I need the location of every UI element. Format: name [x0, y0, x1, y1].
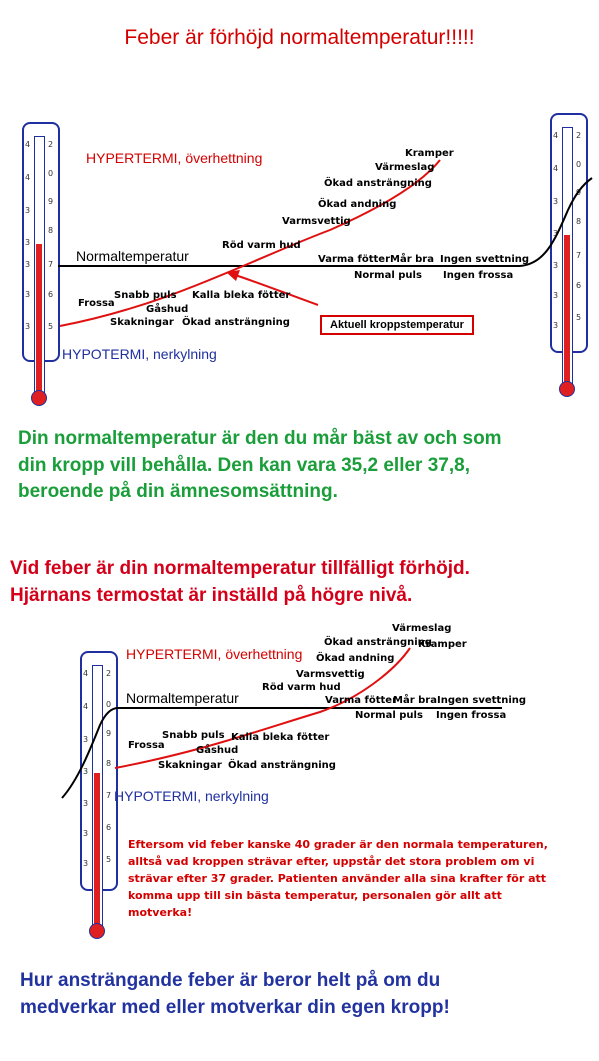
label-normal-puls: Normal puls [355, 710, 423, 721]
tick-label: 4 [83, 669, 89, 678]
paragraph-line: Din normaltemperatur är den du mår bäst av och som [18, 428, 502, 449]
label-ingen-svettning: Ingen svettning [440, 254, 530, 265]
tick-label: 9 [576, 188, 582, 197]
note-line: motverka! [128, 906, 193, 920]
label-kramper: Kramper [405, 148, 454, 159]
label-varmeslag: Värmeslag [375, 162, 435, 173]
label-okad-anstrangning-bottom: Ökad ansträngning [228, 760, 336, 771]
hypotermi-label: HYPOTERMI, nerkylning [62, 346, 217, 362]
tick-label: 0 [48, 169, 54, 178]
tick-label: 3 [25, 290, 31, 299]
label-rod-varm-hud: Röd varm hud [222, 240, 301, 251]
label-normal-puls: Normal puls [354, 270, 422, 281]
label-snabb-puls: Snabb puls [162, 730, 225, 741]
tick-label: 7 [48, 260, 54, 269]
hypertermi-label: HYPERTERMI, överhettning [86, 150, 263, 166]
tick-label: 4 [553, 131, 559, 140]
left-rising-curve [62, 708, 118, 798]
label-okad-andning: Ökad andning [316, 653, 395, 664]
label-varmeslag: Värmeslag [392, 623, 452, 634]
label-gashud: Gåshud [146, 304, 189, 315]
label-ingen-frossa: Ingen frossa [436, 710, 507, 721]
tick-label: 0 [106, 700, 112, 709]
label-okad-andning: Ökad andning [318, 199, 397, 210]
tick-label: 3 [25, 260, 31, 269]
tick-label: 3 [553, 321, 559, 330]
tick-label: 6 [106, 823, 112, 832]
normaltemperatur-label: Normaltemperatur [76, 248, 189, 264]
tick-label: 3 [83, 859, 89, 868]
note-line: strävar efter 37 grader. Patienten använder alla sina krafter för att [128, 872, 547, 886]
tick-label: 4 [25, 173, 31, 182]
tick-label: 2 [48, 140, 54, 149]
label-skakningar: Skakningar [158, 760, 222, 771]
tick-label: 8 [106, 759, 112, 768]
note-line: alltså vad kroppen strävar efter, uppstår det stora problem om vi [128, 855, 535, 869]
fever-explanation-note [128, 836, 548, 921]
tick-label: 3 [83, 829, 89, 838]
tick-label: 4 [553, 164, 559, 173]
tick-label: 3 [25, 238, 31, 247]
label-kalla-bleka-fotter: Kalla bleka fötter [192, 290, 291, 301]
normaltemperatur-label: Normaltemperatur [126, 690, 239, 706]
tick-label: 9 [106, 729, 112, 738]
label-okad-anstrangning-top: Ökad ansträngning [324, 637, 432, 648]
label-varmsvettig: Varmsvettig [296, 669, 365, 680]
tick-label: 3 [553, 197, 559, 206]
tick-label: 9 [48, 197, 54, 206]
tick-label: 3 [553, 261, 559, 270]
tick-label: 4 [83, 702, 89, 711]
paragraph-fever [10, 556, 470, 609]
tick-label: 2 [106, 669, 112, 678]
tick-label: 8 [576, 217, 582, 226]
tick-label: 5 [48, 322, 54, 331]
tick-label: 3 [25, 322, 31, 331]
tick-label: 6 [576, 281, 582, 290]
label-gashud: Gåshud [196, 745, 239, 756]
label-mar-bra: Mår bra [390, 254, 434, 265]
label-ingen-frossa: Ingen frossa [443, 270, 514, 281]
label-frossa: Frossa [128, 740, 165, 751]
paragraph-line: din kropp vill behålla. Den kan vara 35,2 eller 37,8, [18, 454, 470, 476]
page-title: Feber är förhöjd normaltemperatur!!!!! [124, 26, 475, 49]
label-kramper: Kramper [418, 639, 467, 650]
note-line: Eftersom vid feber kanske 40 grader är den normala temperaturen, [128, 838, 548, 851]
hypotermi-label: HYPOTERMI, nerkylning [114, 788, 269, 804]
tick-label: 8 [48, 226, 54, 235]
tick-label: 3 [553, 291, 559, 300]
paragraph-line: Hur ansträngande feber är beror helt på om du [20, 970, 441, 991]
tick-label: 5 [576, 313, 582, 322]
note-line: komma upp till sin bästa temperatur, personalen gör allt att [128, 889, 502, 903]
tick-label: 3 [83, 735, 89, 744]
paragraph-normal-temperature [18, 426, 502, 506]
tick-label: 3 [83, 799, 89, 808]
label-kalla-bleka-fotter: Kalla bleka fötter [231, 732, 330, 743]
label-varmsvettig: Varmsvettig [282, 216, 351, 227]
tick-label: 5 [106, 855, 112, 864]
paragraph-line: medverkar med eller motverkar din egen kropp! [20, 996, 450, 1018]
tick-label: 3 [553, 229, 559, 238]
tick-label: 3 [25, 206, 31, 215]
label-skakningar: Skakningar [110, 317, 174, 328]
label-ingen-svettning: Ingen svettning [437, 695, 527, 706]
label-varma-fotter: Varma fötter [325, 695, 398, 706]
hypertermi-label: HYPERTERMI, överhettning [126, 646, 303, 662]
tick-label: 6 [48, 290, 54, 299]
tick-label: 0 [576, 160, 582, 169]
label-frossa: Frossa [78, 298, 115, 309]
tick-label: 7 [576, 251, 582, 260]
tick-label: 4 [25, 140, 31, 149]
tick-label: 3 [83, 767, 89, 776]
paragraph-line: beroende på din ämnesomsättning. [18, 481, 338, 503]
thermometer-bulb [89, 923, 105, 939]
tick-label: 2 [576, 131, 582, 140]
label-okad-anstrangning-top: Ökad ansträngning [324, 178, 432, 189]
label-rod-varm-hud: Röd varm hud [262, 682, 341, 693]
label-snabb-puls: Snabb puls [114, 290, 177, 301]
tick-label: 7 [106, 791, 112, 800]
paragraph-line: Vid feber är din normaltemperatur tillfälligt förhöjd. [10, 558, 470, 579]
label-varma-fotter: Varma fötter [318, 254, 391, 265]
paragraph-effort [20, 968, 450, 1021]
current-body-temperature-box: Aktuell kroppstemperatur [320, 315, 474, 335]
label-mar-bra: Mår bra [393, 695, 437, 706]
label-okad-anstrangning-bottom: Ökad ansträngning [182, 317, 290, 328]
right-rising-curve [520, 178, 592, 266]
paragraph-line: Hjärnans termostat är inställd på högre nivå. [10, 584, 413, 606]
